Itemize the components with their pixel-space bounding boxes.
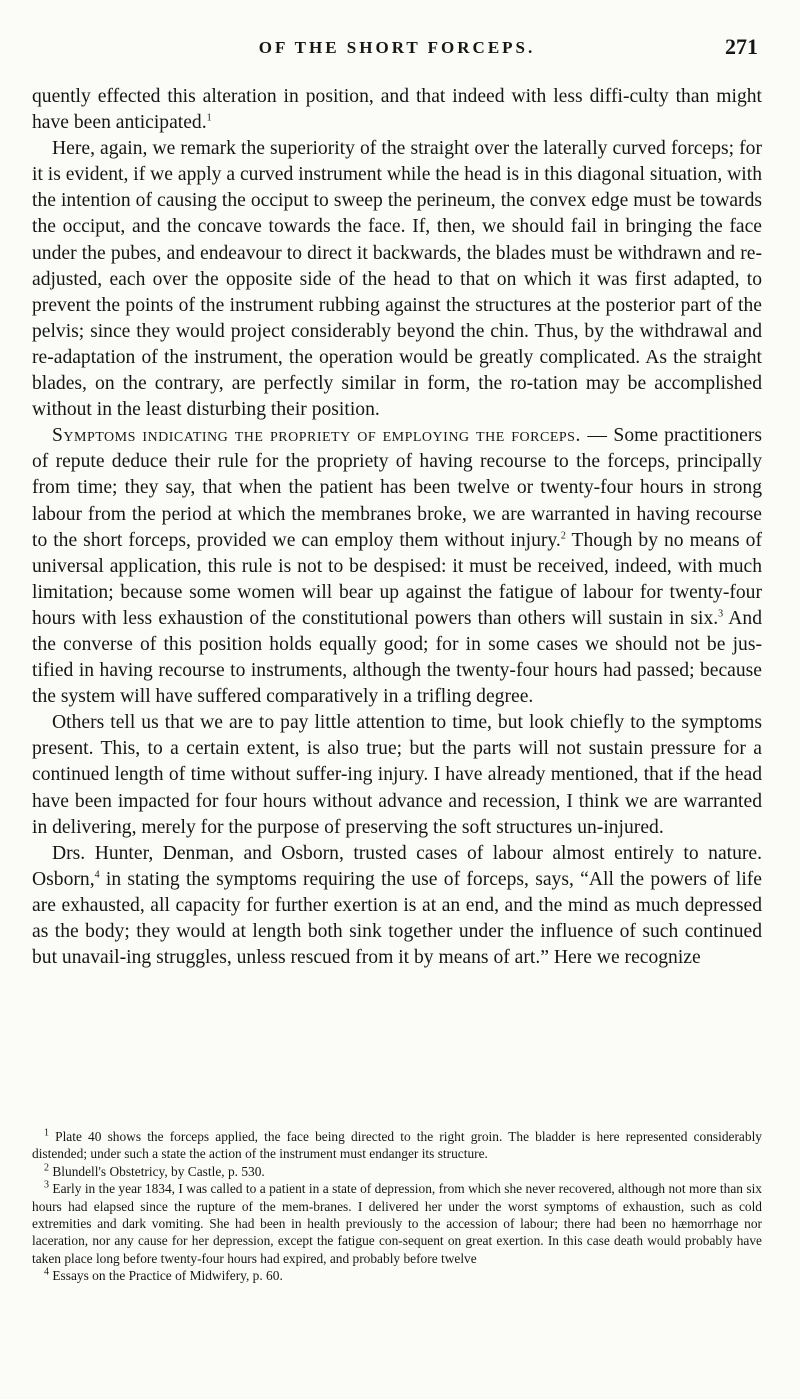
footnote [32, 1180, 762, 1267]
footnote-mark: 4 [44, 1266, 49, 1278]
footnote [32, 1128, 762, 1163]
paragraph-text: Drs. Hunter, Denman, and Osborn, trusted cases of labour almost entirely to nature. Osborn, [32, 842, 762, 890]
footnotes [32, 1128, 762, 1285]
footnote [32, 1163, 762, 1180]
paragraph-continuation [32, 84, 762, 136]
page-number: 271 [725, 34, 758, 59]
footnote-mark: 1 [44, 1127, 49, 1139]
paragraph-symptoms [32, 423, 762, 710]
paragraph-text: in stating the symptoms requiring the use of forceps, says, “All the powers of life are exhausted, all capacity for further exertion is at an end, and the mind as much depressed as the body; they would at length both sink together under the influence of such continued but unavail-ing struggles, unless rescued from it by means of art.” Here we recognize [32, 868, 762, 969]
running-title: OF THE SHORT FORCEPS. [258, 38, 536, 57]
paragraph-time-symptoms: Others tell us that we are to pay little attention to time, but look chiefly to the symptoms present. This, to a certain extent, is also true; but the parts will not sustain pressure for a continued length of time without suffer-ing injury. I have already mentioned, that if the head have been impacted for four hours without advance and recession, I think we are warranted in delivering, merely for the purpose of preserving the soft structures un-injured. [32, 712, 762, 838]
paragraph-text: Though by no means of universal application, this rule is not to be despised: it must be received, indeed, with much limitation; because some women will bear up against the fatigue of labour for twenty-four hours with less exhaustion of the constitutional powers than others will sustain in six. [32, 529, 762, 629]
footnote-mark: 3 [44, 1179, 49, 1191]
section-heading: Symptoms indicating the propriety of employing the forceps. — [52, 425, 608, 447]
footnote-text: Plate 40 shows the forceps applied, the face being directed to the right groin. The bladder is here represented considerably distended; under such a state the action of the instrument must endanger its structure. [32, 1129, 762, 1162]
footnote-text: Early in the year 1834, I was called to a patient in a state of depression, from which she never recovered, although not more than six hours had elapsed since the rupture of the mem-branes. I delivered her under the worst symptoms of exhaustion, such as cold extremities and dark vomiting. She had been in health previously to the accession of labour; there had been no hæmorrhage nor laceration, nor any cause for her depression, except the fatigue con-sequent on great exertion. In this case death would probably have taken place long before twenty-four hours had expired, and probably before twelve [32, 1181, 762, 1266]
footnote-ref: 1 [206, 112, 212, 124]
body-text [32, 84, 762, 971]
footnote-text: Essays on the Practice of Midwifery, p. 60. [52, 1268, 283, 1284]
footnote-mark: 2 [44, 1162, 49, 1174]
footnote-ref: 2 [560, 530, 566, 542]
footnote-text: Blundell's Obstetricy, by Castle, p. 530. [52, 1163, 265, 1179]
footnote-ref: 4 [94, 869, 100, 881]
paragraph-forceps-curvature: Here, again, we remark the superiority of the straight over the laterally curved forceps; for it is evident, if we apply a curved instrument while the head is in this diagonal situation, with the intention of causing the occiput to sweep the perineum, the convex edge must be towards the occiput, and the concave towards the face. If, then, we should fail in bringing the face under the pubes, and endeavour to direct it backwards, the blades must be withdrawn and re-adjusted, each over the opposite side of the head to that on which it was first adapted, to prevent the points of the instrument rubbing against the structures at the posterior part of the pelvis; since they would project considerably beyond the chin. Thus, by the withdrawal and re-adaptation of the instrument, the operation would be greatly complicated. As the straight blades, on the contrary, are perfectly similar in form, the ro-tation may be accomplished without in the least disturbing their position. [32, 138, 762, 421]
paragraph-text: And the converse of this position holds equally good; for in some cases we should not be jus-tified in having recourse to instruments, although the twenty-four hours had passed; because the system will have suffered comparatively in a trifling degree. [32, 607, 763, 708]
paragraph-text: quently effected this alteration in position, and that indeed with less diffi-culty than might have been anticipated. [32, 86, 762, 134]
footnote [32, 1267, 762, 1284]
paragraph-osborn [32, 841, 762, 971]
footnote-ref: 3 [718, 608, 724, 620]
running-head [32, 34, 762, 64]
paragraph-text: Some practitioners of repute deduce their rule for the propriety of having recourse to the forceps, principally from time; they say, that when the patient has been twelve or twenty-four hours in strong labour from the period at which the membranes broke, we are warranted in having recourse to the short forceps, provided we can employ them without injury. [32, 425, 762, 551]
